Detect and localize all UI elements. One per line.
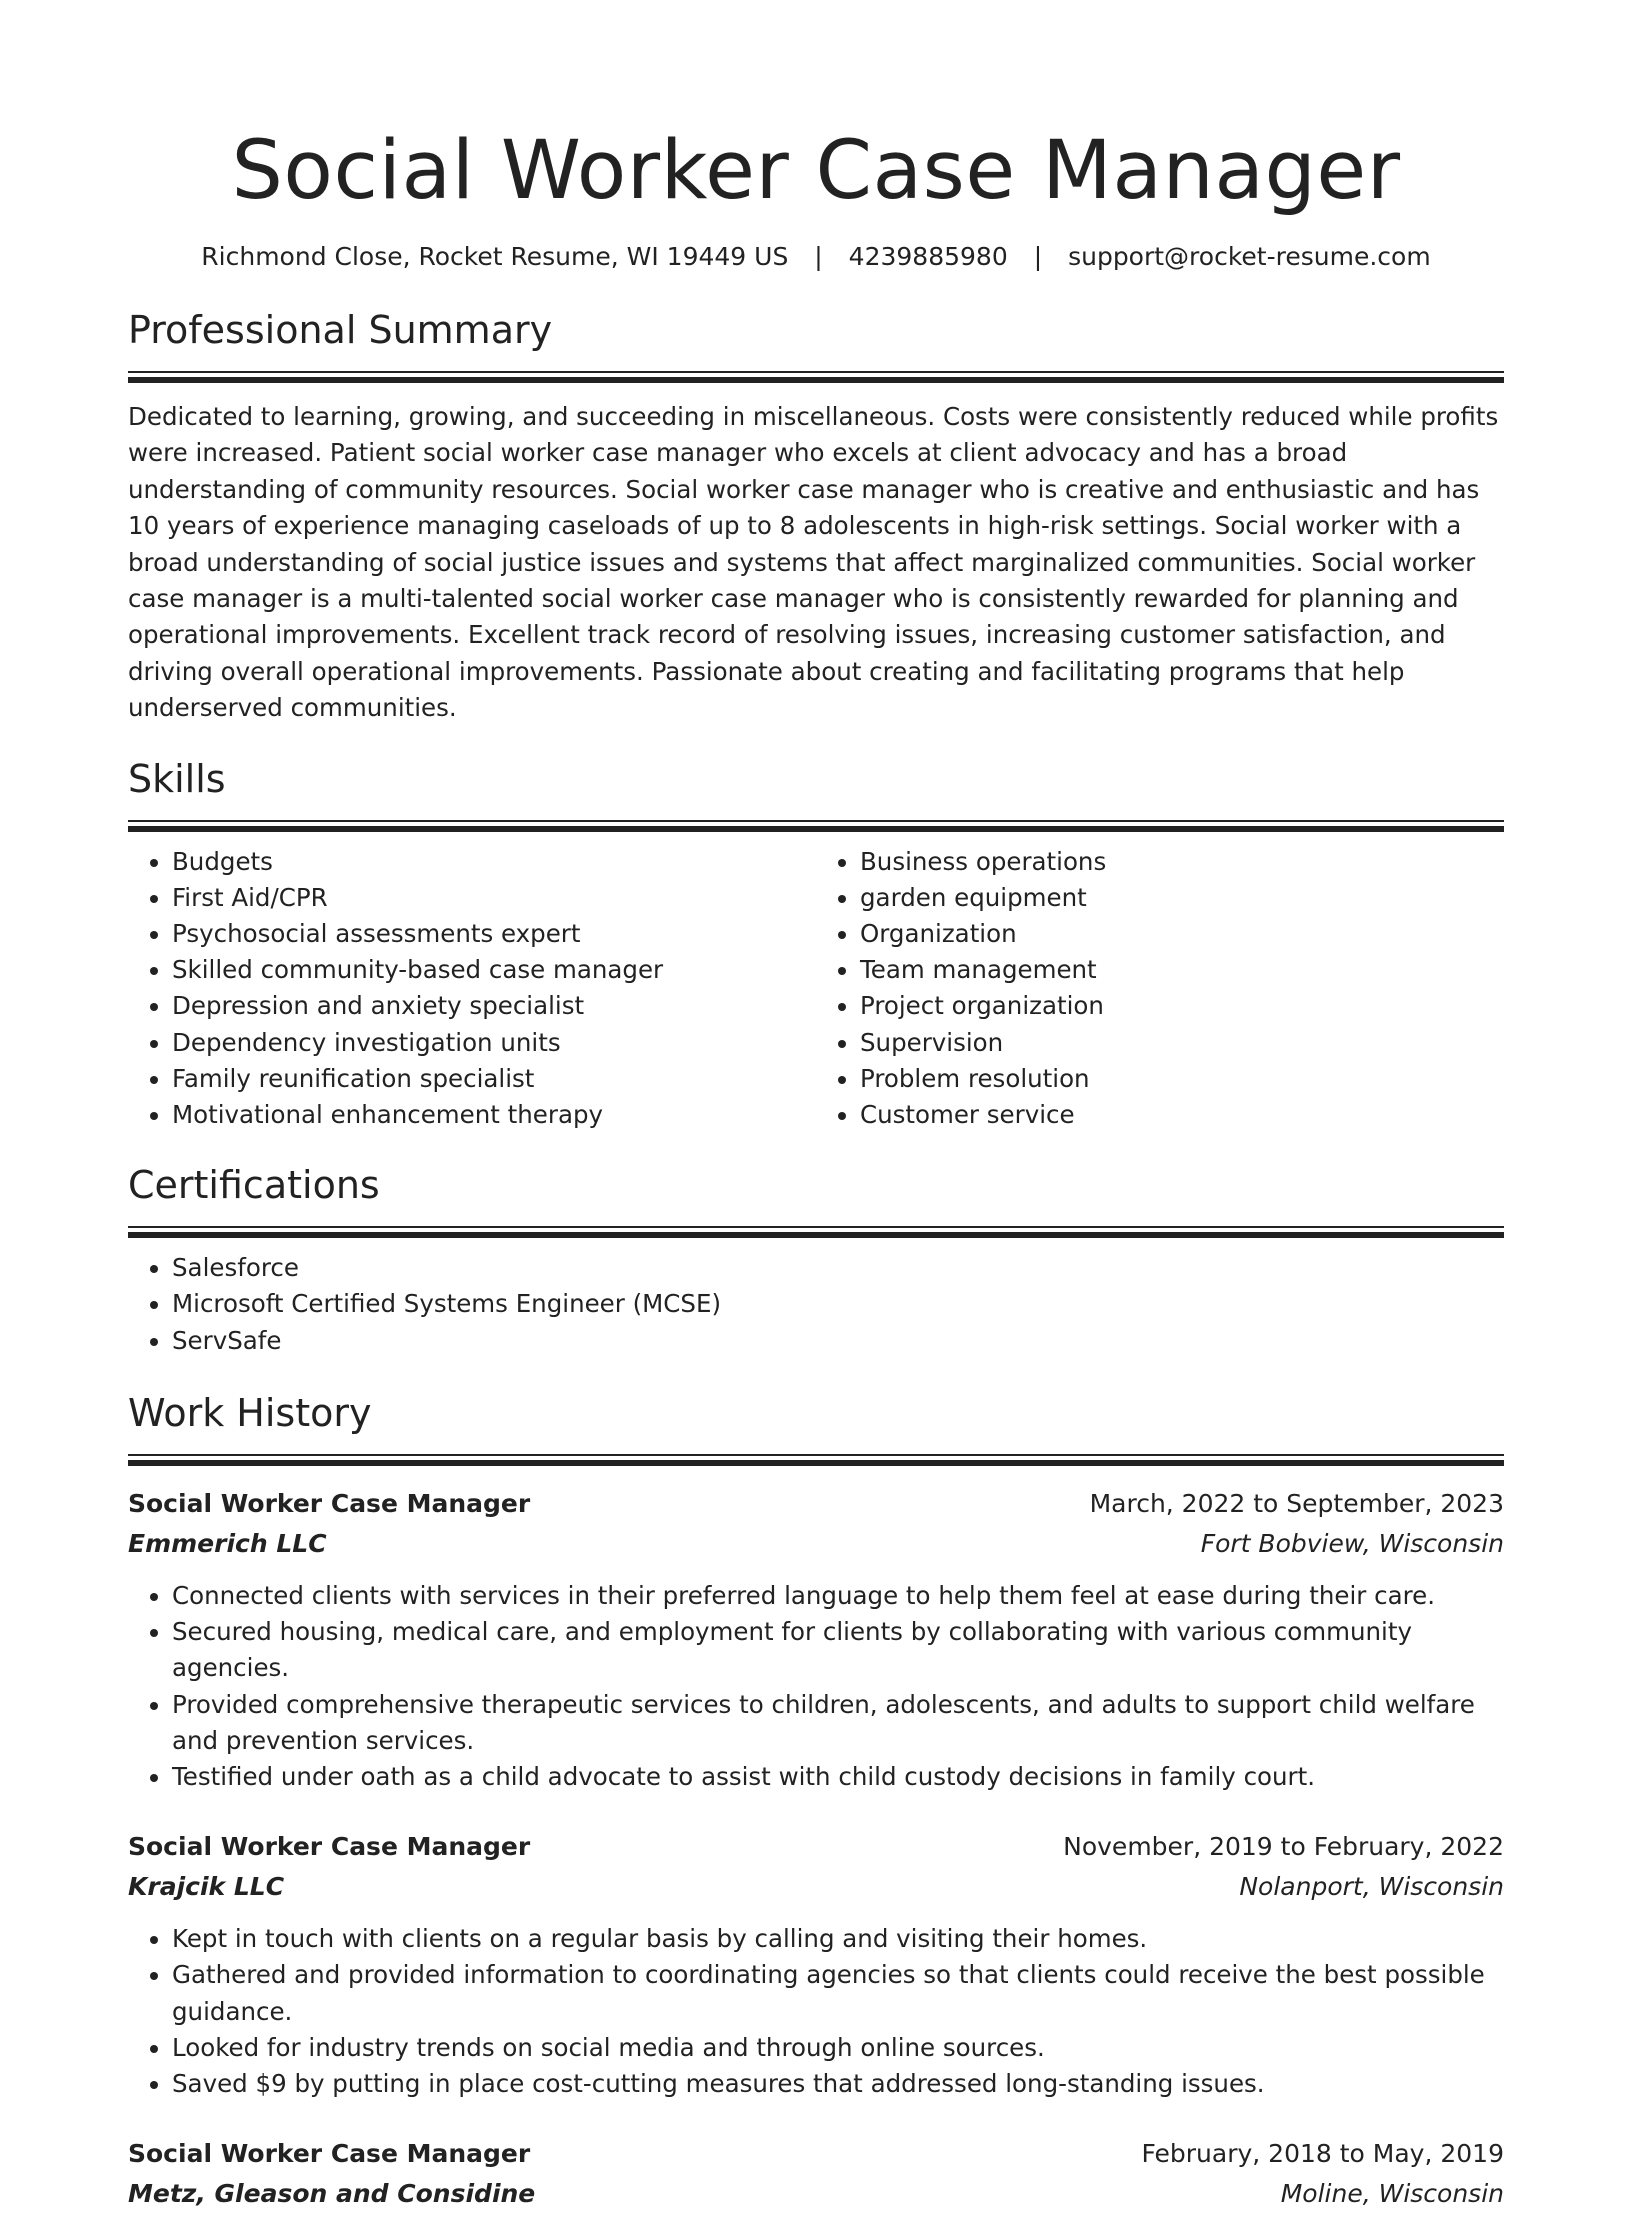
- job-subheader: [128, 1867, 1504, 1907]
- skill-item: • Skilled community-based case manager: [172, 952, 816, 988]
- skill-item: • Team management: [860, 952, 1504, 988]
- job-subheader: [128, 2174, 1504, 2214]
- section-title-summary: Professional Summary: [128, 308, 553, 352]
- job-bullet: • Saved $9 by putting in place cost-cutting measures that addressed long-standing issues.: [172, 2066, 1504, 2102]
- job-bullets: [128, 1921, 1504, 2102]
- resume-page: [128, 0, 1504, 2214]
- section-divider: [128, 371, 1504, 381]
- job-location: Fort Bobview, Wisconsin: [1200, 1528, 1504, 1558]
- job-header: [128, 1484, 1504, 1524]
- contact-line: [128, 240, 1504, 274]
- job-bullet: • Connected clients with services in their preferred language to help them feel at ease during their care.: [172, 1578, 1504, 1614]
- skill-item: • Psychosocial assessments expert: [172, 916, 816, 952]
- job-bullet: • Secured housing, medical care, and employment for clients by collaborating with various community agencies.: [172, 1614, 1504, 1686]
- skill-item: • Depression and anxiety specialist: [172, 988, 816, 1024]
- job-dates: November, 2019 to February, 2022: [1063, 1832, 1504, 1862]
- contact-separator: |: [814, 242, 823, 271]
- skill-item: • Budgets: [172, 844, 816, 880]
- contact-address: Richmond Close, Rocket Resume, WI 19449 US: [201, 242, 789, 271]
- section-title-certifications: Certifications: [128, 1163, 380, 1208]
- skills-list-left: [128, 844, 816, 1134]
- work-history-section: [128, 1389, 1504, 2214]
- skill-item: • Motivational enhancement therapy: [172, 1097, 816, 1133]
- section-title-work-history: Work History: [128, 1390, 372, 1435]
- skill-item: • Organization: [860, 916, 1504, 952]
- contact-phone: 4239885980: [848, 242, 1008, 271]
- skills-section: [128, 755, 1504, 1134]
- job-title: Social Worker Case Manager: [128, 1488, 531, 1518]
- job-title: Social Worker Case Manager: [128, 2139, 531, 2169]
- job-bullets: [128, 1578, 1504, 1795]
- skill-item: • Business operations: [860, 844, 1504, 880]
- job-dates: March, 2022 to September, 2023: [1089, 1488, 1504, 1518]
- section-title-skills: Skills: [128, 756, 226, 801]
- job-bullet: • Testified under oath as a child advocate to assist with child custody decisions in family court.: [172, 1759, 1504, 1795]
- certification-item: • Microsoft Certified Systems Engineer (MCSE): [172, 1286, 1504, 1322]
- skill-item: • Customer service: [860, 1097, 1504, 1133]
- contact-separator: |: [1033, 242, 1043, 271]
- section-divider: [128, 1226, 1504, 1236]
- section-divider: [128, 1454, 1504, 1464]
- skills-list-right: [816, 844, 1504, 1134]
- job-header: [128, 1827, 1504, 1867]
- job-location: Nolanport, Wisconsin: [1239, 1872, 1504, 1902]
- job-subheader: [128, 1524, 1504, 1564]
- certifications-section: [128, 1161, 1504, 1359]
- skill-item: • Supervision: [860, 1025, 1504, 1061]
- job-company: Metz, Gleason and Considine: [128, 2179, 536, 2209]
- summary-section: [128, 306, 1504, 727]
- skill-item: • Dependency investigation units: [172, 1025, 816, 1061]
- skill-item: • Family reunification specialist: [172, 1061, 816, 1097]
- job-entry: [128, 1827, 1504, 2102]
- job-bullet: • Gathered and provided information to coordinating agencies so that clients could receive the best possible guidance.: [172, 1957, 1504, 2029]
- certification-item: • Salesforce: [172, 1250, 1504, 1286]
- skill-item: • Project organization: [860, 988, 1504, 1024]
- skill-item: • First Aid/CPR: [172, 880, 816, 916]
- contact-email: support@rocket-resume.com: [1068, 242, 1431, 271]
- skill-item: • Problem resolution: [860, 1061, 1504, 1097]
- job-company: Krajcik LLC: [128, 1872, 285, 1902]
- job-company: Emmerich LLC: [128, 1528, 327, 1558]
- job-bullet: • Kept in touch with clients on a regular basis by calling and visiting their homes.: [172, 1921, 1504, 1957]
- job-bullet: • Provided comprehensive therapeutic services to children, adolescents, and adults to support child welfare and prevention services.: [172, 1687, 1504, 1759]
- resume-name: Social Worker Case Manager: [231, 124, 1401, 218]
- skills-columns: [128, 844, 1504, 1134]
- certification-item: • ServSafe: [172, 1323, 1504, 1359]
- job-location: Moline, Wisconsin: [1280, 2179, 1504, 2209]
- job-entry: [128, 2134, 1504, 2214]
- job-title: Social Worker Case Manager: [128, 1832, 531, 1862]
- job-entry: [128, 1484, 1504, 1795]
- job-dates: February, 2018 to May, 2019: [1141, 2139, 1504, 2169]
- job-header: [128, 2134, 1504, 2174]
- skill-item: • garden equipment: [860, 880, 1504, 916]
- section-divider: [128, 820, 1504, 830]
- certifications-list: [128, 1250, 1504, 1359]
- summary-text: Dedicated to learning, growing, and succeeding in miscellaneous. Costs were consistently reduced while profits were increased. Patient social worker case manager who excels at client advocacy and has a broad understanding of community resources. Social worker case manager who is creative and enthusiastic and has 10 years of experience managing caseloads of up to 8 adolescents in high-risk settings. Social worker with a broad understanding of social justice issues and systems that affect marginalized communities. Social worker case manager is a multi-talented social worker case manager who is consistently rewarded for planning and operational improvements. Excellent track record of resolving issues, increasing customer satisfaction, and driving overall operational improvements. Passionate about creating and facilitating programs that help underserved communities.: [128, 402, 1499, 723]
- job-bullet: • Looked for industry trends on social media and through online sources.: [172, 2030, 1504, 2066]
